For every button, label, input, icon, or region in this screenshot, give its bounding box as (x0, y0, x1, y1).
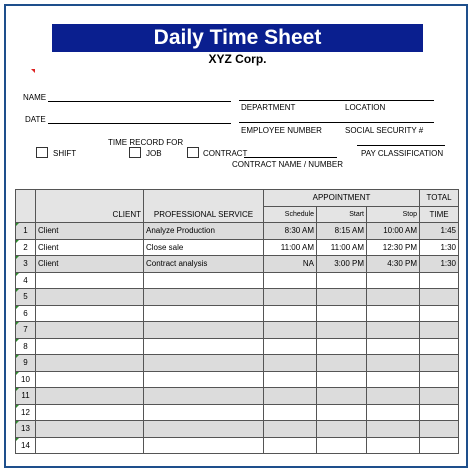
total-cell[interactable] (420, 355, 459, 372)
date-label: DATE (25, 115, 46, 124)
contract-label: CONTRACT (203, 149, 248, 158)
name-label: NAME (23, 93, 47, 102)
shift-checkbox[interactable] (36, 147, 48, 158)
total-cell[interactable] (420, 404, 459, 421)
service-cell[interactable] (144, 371, 264, 388)
table-row (16, 305, 459, 322)
total-cell[interactable] (420, 338, 459, 355)
total-header: TOTAL (420, 190, 459, 207)
stop-cell[interactable] (367, 404, 420, 421)
start-cell[interactable] (317, 437, 367, 454)
total-cell[interactable] (420, 272, 459, 289)
row-number-cell: 8 (16, 338, 36, 355)
start-cell[interactable] (317, 289, 367, 306)
client-cell[interactable] (36, 371, 144, 388)
client-cell[interactable] (36, 322, 144, 339)
schedule-cell[interactable] (264, 437, 317, 454)
stop-cell[interactable] (367, 305, 420, 322)
service-cell[interactable] (144, 305, 264, 322)
employee-number-label: EMPLOYEE NUMBER (241, 126, 322, 135)
client-cell[interactable] (36, 388, 144, 405)
row-number-cell: 4 (16, 272, 36, 289)
contract-checkbox[interactable] (187, 147, 199, 158)
table-row (16, 223, 459, 240)
pay-classification-field[interactable] (357, 145, 445, 146)
start-cell[interactable]: 8:15 AM (317, 223, 367, 240)
start-cell[interactable]: 3:00 PM (317, 256, 367, 273)
social-security-label: SOCIAL SECURITY # (345, 126, 424, 135)
schedule-cell[interactable] (264, 289, 317, 306)
client-cell[interactable] (36, 355, 144, 372)
schedule-cell[interactable] (264, 371, 317, 388)
row-number-cell: 13 (16, 421, 36, 438)
schedule-cell[interactable]: 11:00 AM (264, 239, 317, 256)
start-cell[interactable] (317, 338, 367, 355)
service-cell[interactable] (144, 338, 264, 355)
start-header: Start (317, 206, 367, 223)
table-row (16, 272, 459, 289)
employee-ssn-field[interactable] (239, 122, 434, 123)
start-cell[interactable] (317, 371, 367, 388)
client-cell[interactable]: Client (36, 223, 144, 240)
shift-label: SHIFT (53, 149, 77, 158)
stop-cell[interactable] (367, 388, 420, 405)
row-number-cell: 5 (16, 289, 36, 306)
service-cell[interactable] (144, 272, 264, 289)
job-label: JOB (146, 149, 162, 158)
client-cell[interactable]: Client (36, 239, 144, 256)
schedule-header: Schedule (264, 206, 317, 223)
total-cell[interactable]: 1:45 (420, 223, 459, 240)
schedule-cell[interactable] (264, 338, 317, 355)
row-number-cell: 11 (16, 388, 36, 405)
schedule-cell[interactable] (264, 404, 317, 421)
total-cell[interactable] (420, 289, 459, 306)
appointment-header: APPOINTMENT (264, 190, 420, 207)
start-cell[interactable] (317, 305, 367, 322)
client-cell[interactable] (36, 289, 144, 306)
start-cell[interactable] (317, 388, 367, 405)
page-title: Daily Time Sheet (52, 24, 423, 52)
schedule-cell[interactable]: NA (264, 256, 317, 273)
table-row (16, 239, 459, 256)
table-row (16, 322, 459, 339)
contract-name-field[interactable] (244, 157, 337, 158)
client-cell[interactable] (36, 421, 144, 438)
start-cell[interactable] (317, 272, 367, 289)
schedule-cell[interactable] (264, 421, 317, 438)
schedule-cell[interactable] (264, 322, 317, 339)
table-row (16, 256, 459, 273)
service-cell[interactable] (144, 421, 264, 438)
date-field[interactable] (48, 123, 231, 124)
stop-cell[interactable] (367, 437, 420, 454)
time-sheet-table (15, 189, 459, 454)
row-number-cell: 3 (16, 256, 36, 273)
table-row (16, 355, 459, 372)
total-cell[interactable] (420, 437, 459, 454)
row-number-cell: 12 (16, 404, 36, 421)
table-row (16, 289, 459, 306)
row-number-cell: 7 (16, 322, 36, 339)
pay-classification-label: PAY CLASSIFICATION (361, 149, 444, 158)
client-cell[interactable] (36, 404, 144, 421)
service-cell[interactable] (144, 404, 264, 421)
table-row (16, 404, 459, 421)
client-cell[interactable] (36, 338, 144, 355)
professional-service-header: PROFESSIONAL SERVICE (144, 190, 264, 223)
schedule-cell[interactable] (264, 305, 317, 322)
stop-cell[interactable] (367, 289, 420, 306)
stop-cell[interactable]: 12:30 PM (367, 239, 420, 256)
comment-indicator (31, 69, 35, 73)
contract-name-label: CONTRACT NAME / NUMBER (232, 160, 343, 169)
schedule-cell[interactable]: 8:30 AM (264, 223, 317, 240)
start-cell[interactable] (317, 322, 367, 339)
start-cell[interactable] (317, 355, 367, 372)
table-row (16, 371, 459, 388)
stop-cell[interactable]: 10:00 AM (367, 223, 420, 240)
stop-cell[interactable] (367, 421, 420, 438)
row-number-cell: 1 (16, 223, 36, 240)
client-cell[interactable] (36, 305, 144, 322)
table-row (16, 388, 459, 405)
start-cell[interactable] (317, 404, 367, 421)
row-number-cell: 2 (16, 239, 36, 256)
total-cell[interactable] (420, 322, 459, 339)
schedule-cell[interactable] (264, 388, 317, 405)
stop-cell[interactable] (367, 272, 420, 289)
total-cell[interactable] (420, 421, 459, 438)
client-cell[interactable]: Client (36, 256, 144, 273)
service-cell[interactable]: Close sale (144, 239, 264, 256)
time-record-for-label: TIME RECORD FOR (108, 138, 184, 147)
row-number-cell: 9 (16, 355, 36, 372)
total-cell[interactable]: 1:30 (420, 239, 459, 256)
client-cell[interactable] (36, 272, 144, 289)
department-location-field[interactable] (239, 100, 434, 101)
table-header-row-1 (16, 190, 459, 207)
start-cell[interactable]: 11:00 AM (317, 239, 367, 256)
table-row (16, 421, 459, 438)
stop-cell[interactable] (367, 338, 420, 355)
row-number-header (16, 190, 36, 223)
total-cell[interactable] (420, 305, 459, 322)
row-number-cell: 6 (16, 305, 36, 322)
service-cell[interactable]: Analyze Production (144, 223, 264, 240)
schedule-cell[interactable] (264, 355, 317, 372)
service-cell[interactable] (144, 289, 264, 306)
location-label: LOCATION (345, 103, 386, 112)
total-cell[interactable] (420, 388, 459, 405)
service-cell[interactable] (144, 322, 264, 339)
start-cell[interactable] (317, 421, 367, 438)
time-header: TIME (420, 206, 459, 223)
total-cell[interactable]: 1:30 (420, 256, 459, 273)
service-cell[interactable] (144, 355, 264, 372)
stop-cell[interactable] (367, 371, 420, 388)
stop-cell[interactable] (367, 355, 420, 372)
service-cell[interactable] (144, 388, 264, 405)
name-field[interactable] (48, 101, 231, 102)
table-row (16, 437, 459, 454)
row-number-cell: 10 (16, 371, 36, 388)
service-cell[interactable]: Contract analysis (144, 256, 264, 273)
client-cell[interactable] (36, 437, 144, 454)
stop-cell[interactable]: 4:30 PM (367, 256, 420, 273)
total-cell[interactable] (420, 371, 459, 388)
schedule-cell[interactable] (264, 272, 317, 289)
stop-header: Stop (367, 206, 420, 223)
department-label: DEPARTMENT (241, 103, 296, 112)
service-cell[interactable] (144, 437, 264, 454)
table-row (16, 338, 459, 355)
client-header: CLIENT (36, 190, 144, 223)
row-number-cell: 14 (16, 437, 36, 454)
job-checkbox[interactable] (129, 147, 141, 158)
stop-cell[interactable] (367, 322, 420, 339)
company-name: XYZ Corp. (208, 52, 267, 66)
